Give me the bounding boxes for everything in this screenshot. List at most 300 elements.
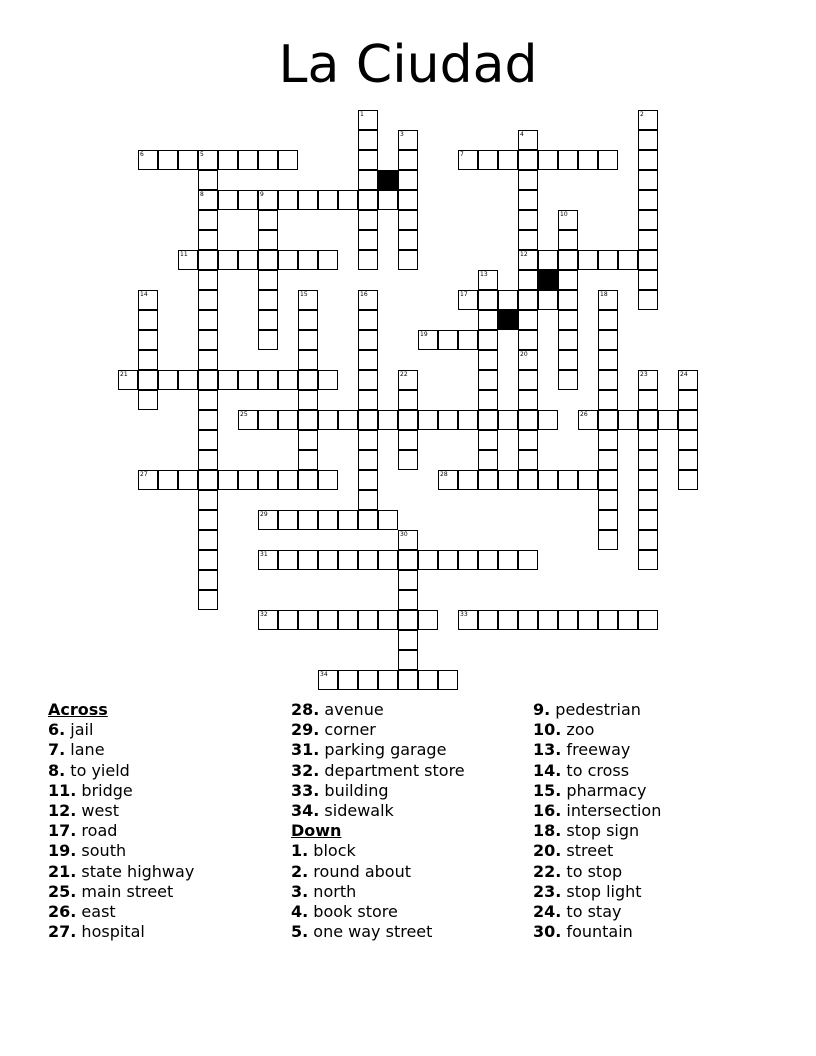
grid-cell[interactable] <box>198 230 218 250</box>
grid-cell[interactable] <box>638 470 658 490</box>
grid-cell[interactable] <box>298 190 318 210</box>
grid-cell[interactable] <box>638 250 658 270</box>
grid-cell[interactable] <box>518 130 538 150</box>
grid-cell[interactable] <box>198 390 218 410</box>
grid-cell[interactable] <box>598 250 618 270</box>
clue-number: 8 <box>200 191 204 198</box>
grid-cell[interactable] <box>558 610 578 630</box>
grid-cell[interactable] <box>478 450 498 470</box>
grid-cell[interactable] <box>638 530 658 550</box>
grid-cell[interactable] <box>198 330 218 350</box>
grid-cell[interactable] <box>518 610 538 630</box>
grid-cell[interactable] <box>298 510 318 530</box>
grid-cell[interactable] <box>638 290 658 310</box>
grid-cell[interactable] <box>478 430 498 450</box>
clue-item <box>48 841 194 861</box>
clue-number: 27 <box>140 471 148 478</box>
grid-cell[interactable] <box>358 130 378 150</box>
grid-cell[interactable] <box>518 370 538 390</box>
grid-cell[interactable] <box>398 190 418 210</box>
grid-cell[interactable] <box>318 190 338 210</box>
grid-cell[interactable] <box>598 150 618 170</box>
grid-cell[interactable] <box>398 410 418 430</box>
grid-cell[interactable] <box>598 330 618 350</box>
grid-cell[interactable] <box>458 290 478 310</box>
grid-cell[interactable] <box>298 410 318 430</box>
grid-cell[interactable] <box>638 430 658 450</box>
grid-cell[interactable] <box>358 250 378 270</box>
grid-cell[interactable] <box>318 510 338 530</box>
clue-number-label: 9. <box>533 700 551 719</box>
grid-cell[interactable] <box>158 370 178 390</box>
grid-cell[interactable] <box>538 150 558 170</box>
clue-number: 18 <box>600 291 608 298</box>
grid-cell[interactable] <box>378 190 398 210</box>
grid-cell[interactable] <box>498 470 518 490</box>
grid-cell[interactable] <box>298 310 318 330</box>
grid-cell[interactable] <box>198 550 218 570</box>
grid-cell[interactable] <box>358 510 378 530</box>
grid-cell[interactable] <box>518 290 538 310</box>
grid-cell[interactable] <box>158 470 178 490</box>
clue-number-label: 10. <box>533 720 562 740</box>
grid-cell[interactable] <box>278 150 298 170</box>
grid-cell[interactable] <box>258 330 278 350</box>
grid-cell[interactable] <box>678 430 698 450</box>
grid-cell[interactable] <box>518 470 538 490</box>
grid-cell[interactable] <box>518 390 538 410</box>
grid-cell[interactable] <box>258 270 278 290</box>
grid-cell[interactable] <box>598 490 618 510</box>
grid-cell[interactable] <box>438 550 458 570</box>
grid-cell[interactable] <box>618 250 638 270</box>
grid-cell[interactable] <box>298 370 318 390</box>
grid-cell[interactable] <box>218 150 238 170</box>
grid-cell[interactable] <box>678 370 698 390</box>
grid-cell[interactable] <box>298 450 318 470</box>
grid-cell[interactable] <box>398 430 418 450</box>
clue-text: round about <box>308 861 412 881</box>
grid-cell[interactable] <box>258 370 278 390</box>
grid-cell[interactable] <box>518 450 538 470</box>
grid-cell[interactable] <box>678 410 698 430</box>
grid-cell[interactable] <box>518 170 538 190</box>
grid-cell[interactable] <box>358 470 378 490</box>
grid-cell[interactable] <box>438 410 458 430</box>
grid-cell[interactable] <box>478 370 498 390</box>
grid-cell[interactable] <box>498 410 518 430</box>
grid-cell[interactable] <box>258 190 278 210</box>
grid-cell[interactable] <box>638 230 658 250</box>
grid-cell[interactable] <box>138 350 158 370</box>
grid-cell[interactable] <box>658 410 678 430</box>
grid-cell[interactable] <box>198 290 218 310</box>
grid-cell[interactable] <box>138 470 158 490</box>
grid-cell[interactable] <box>258 410 278 430</box>
grid-cell[interactable] <box>298 610 318 630</box>
grid-cell[interactable] <box>578 250 598 270</box>
grid-cell[interactable] <box>198 190 218 210</box>
grid-cell[interactable] <box>398 450 418 470</box>
grid-cell[interactable] <box>358 390 378 410</box>
grid-cell[interactable] <box>518 250 538 270</box>
grid-cell[interactable] <box>398 150 418 170</box>
grid-cell[interactable] <box>398 650 418 670</box>
grid-cell[interactable] <box>358 110 378 130</box>
grid-cell[interactable] <box>198 350 218 370</box>
grid-cell[interactable] <box>318 670 338 690</box>
grid-cell[interactable] <box>198 250 218 270</box>
clue-number: 34 <box>320 671 328 678</box>
grid-cell[interactable] <box>238 190 258 210</box>
grid-cell[interactable] <box>478 610 498 630</box>
grid-cell[interactable] <box>138 150 158 170</box>
grid-cell[interactable] <box>358 450 378 470</box>
grid-cell[interactable] <box>478 390 498 410</box>
clue-text: state highway <box>76 861 195 881</box>
grid-cell[interactable] <box>558 350 578 370</box>
grid-cell[interactable] <box>578 610 598 630</box>
grid-cell[interactable] <box>378 510 398 530</box>
grid-cell[interactable] <box>458 550 478 570</box>
grid-cell[interactable] <box>398 170 418 190</box>
grid-cell[interactable] <box>258 210 278 230</box>
grid-cell[interactable] <box>338 510 358 530</box>
grid-cell[interactable] <box>198 570 218 590</box>
grid-cell[interactable] <box>198 310 218 330</box>
grid-cell[interactable] <box>338 550 358 570</box>
grid-cell[interactable] <box>358 350 378 370</box>
grid-cell[interactable] <box>518 270 538 290</box>
grid-cell[interactable] <box>278 550 298 570</box>
grid-cell[interactable] <box>518 410 538 430</box>
grid-cell[interactable] <box>178 470 198 490</box>
grid-cell[interactable] <box>538 410 558 430</box>
grid-cell[interactable] <box>258 550 278 570</box>
grid-cell[interactable] <box>638 270 658 290</box>
grid-cell[interactable] <box>638 490 658 510</box>
grid-cell[interactable] <box>278 250 298 270</box>
grid-cell[interactable] <box>618 610 638 630</box>
grid-cell[interactable] <box>598 310 618 330</box>
grid-cell[interactable] <box>398 570 418 590</box>
grid-cell[interactable] <box>138 390 158 410</box>
grid-cell[interactable] <box>398 210 418 230</box>
grid-cell[interactable] <box>338 670 358 690</box>
grid-cell[interactable] <box>638 170 658 190</box>
grid-cell[interactable] <box>538 250 558 270</box>
grid-cell[interactable] <box>558 250 578 270</box>
clue-item <box>533 862 661 882</box>
grid-cell[interactable] <box>638 150 658 170</box>
grid-cell[interactable] <box>278 470 298 490</box>
clue-number-label: 33. <box>291 780 320 800</box>
grid-cell[interactable] <box>198 430 218 450</box>
grid-cell[interactable] <box>518 430 538 450</box>
grid-cell[interactable] <box>378 410 398 430</box>
grid-cell[interactable] <box>478 310 498 330</box>
grid-cell[interactable] <box>418 610 438 630</box>
grid-cell[interactable] <box>358 370 378 390</box>
grid-cell[interactable] <box>198 490 218 510</box>
grid-cell[interactable] <box>138 370 158 390</box>
grid-cell[interactable] <box>518 330 538 350</box>
grid-cell[interactable] <box>598 390 618 410</box>
grid-cell[interactable] <box>138 310 158 330</box>
grid-cell[interactable] <box>598 430 618 450</box>
grid-cell[interactable] <box>638 450 658 470</box>
grid-cell[interactable] <box>238 250 258 270</box>
grid-cell[interactable] <box>258 510 278 530</box>
grid-cell[interactable] <box>438 670 458 690</box>
grid-cell[interactable] <box>638 370 658 390</box>
grid-cell[interactable] <box>378 550 398 570</box>
grid-cell[interactable] <box>138 290 158 310</box>
grid-cell[interactable] <box>358 430 378 450</box>
grid-cell[interactable] <box>318 370 338 390</box>
grid-cell[interactable] <box>298 550 318 570</box>
grid-cell[interactable] <box>578 150 598 170</box>
grid-cell[interactable] <box>598 350 618 370</box>
grid-cell[interactable] <box>498 610 518 630</box>
grid-cell[interactable] <box>418 550 438 570</box>
grid-cell[interactable] <box>358 490 378 510</box>
grid-cell[interactable] <box>318 250 338 270</box>
grid-cell[interactable] <box>678 470 698 490</box>
grid-cell[interactable] <box>298 350 318 370</box>
grid-cell[interactable] <box>538 470 558 490</box>
clue-number: 23 <box>640 371 648 378</box>
grid-cell[interactable] <box>478 330 498 350</box>
grid-cell[interactable] <box>218 190 238 210</box>
grid-cell[interactable] <box>518 210 538 230</box>
grid-cell[interactable] <box>298 390 318 410</box>
grid-cell[interactable] <box>258 150 278 170</box>
grid-cell[interactable] <box>598 510 618 530</box>
grid-cell[interactable] <box>558 270 578 290</box>
grid-cell[interactable] <box>378 610 398 630</box>
grid-cell[interactable] <box>298 250 318 270</box>
grid-cell[interactable] <box>398 130 418 150</box>
grid-cell[interactable] <box>478 290 498 310</box>
grid-cell[interactable] <box>598 370 618 390</box>
grid-cell[interactable] <box>438 470 458 490</box>
grid-cell[interactable] <box>478 150 498 170</box>
grid-cell[interactable] <box>318 470 338 490</box>
grid-cell[interactable] <box>198 270 218 290</box>
grid-cell[interactable] <box>218 470 238 490</box>
grid-cell[interactable] <box>258 250 278 270</box>
grid-cell[interactable] <box>198 470 218 490</box>
grid-cell[interactable] <box>358 410 378 430</box>
grid-cell[interactable] <box>478 470 498 490</box>
grid-cell[interactable] <box>318 610 338 630</box>
grid-cell[interactable] <box>238 470 258 490</box>
grid-cell[interactable] <box>358 310 378 330</box>
grid-cell[interactable] <box>498 550 518 570</box>
grid-cell[interactable] <box>178 150 198 170</box>
grid-cell[interactable] <box>258 310 278 330</box>
grid-cell[interactable] <box>518 230 538 250</box>
grid-cell[interactable] <box>558 290 578 310</box>
grid-cell[interactable] <box>558 310 578 330</box>
grid-cell[interactable] <box>458 470 478 490</box>
grid-cell[interactable] <box>198 450 218 470</box>
grid-cell[interactable] <box>298 430 318 450</box>
grid-cell[interactable] <box>638 130 658 150</box>
clue-number: 20 <box>520 351 528 358</box>
grid-cell[interactable] <box>558 470 578 490</box>
grid-cell[interactable] <box>358 290 378 310</box>
grid-cell[interactable] <box>638 390 658 410</box>
clue-text: building <box>319 780 389 800</box>
grid-cell[interactable] <box>418 670 438 690</box>
grid-cell[interactable] <box>458 410 478 430</box>
grid-cell[interactable] <box>498 150 518 170</box>
grid-cell[interactable] <box>238 370 258 390</box>
clue-number-label: 24. <box>533 901 562 921</box>
grid-cell[interactable] <box>638 550 658 570</box>
grid-cell[interactable] <box>218 370 238 390</box>
grid-cell[interactable] <box>638 210 658 230</box>
grid-cell[interactable] <box>358 210 378 230</box>
grid-cell[interactable] <box>198 370 218 390</box>
grid-cell[interactable] <box>358 330 378 350</box>
grid-cell[interactable] <box>598 290 618 310</box>
grid-cell[interactable] <box>398 370 418 390</box>
grid-cell[interactable] <box>578 470 598 490</box>
grid-cell[interactable] <box>558 370 578 390</box>
grid-cell[interactable] <box>378 670 398 690</box>
grid-cell[interactable] <box>498 290 518 310</box>
grid-cell[interactable] <box>398 230 418 250</box>
grid-cell[interactable] <box>358 670 378 690</box>
grid-cell[interactable] <box>258 470 278 490</box>
grid-cell[interactable] <box>638 190 658 210</box>
grid-cell[interactable] <box>398 630 418 650</box>
grid-cell[interactable] <box>478 410 498 430</box>
grid-cell[interactable] <box>198 210 218 230</box>
grid-cell[interactable] <box>638 110 658 130</box>
grid-cell[interactable] <box>218 250 238 270</box>
grid-cell[interactable] <box>598 530 618 550</box>
grid-cell[interactable] <box>478 550 498 570</box>
grid-cell[interactable] <box>398 250 418 270</box>
grid-cell[interactable] <box>678 390 698 410</box>
grid-cell[interactable] <box>358 550 378 570</box>
grid-cell[interactable] <box>278 510 298 530</box>
grid-cell[interactable] <box>338 410 358 430</box>
grid-cell[interactable] <box>358 230 378 250</box>
grid-cell[interactable] <box>458 610 478 630</box>
grid-cell[interactable] <box>298 470 318 490</box>
grid-cell[interactable] <box>478 270 498 290</box>
grid-cell[interactable] <box>458 330 478 350</box>
grid-cell[interactable] <box>518 310 538 330</box>
grid-cell[interactable] <box>538 290 558 310</box>
grid-cell[interactable] <box>598 470 618 490</box>
grid-cell[interactable] <box>398 550 418 570</box>
grid-cell[interactable] <box>178 250 198 270</box>
grid-cell[interactable] <box>558 210 578 230</box>
grid-cell[interactable] <box>438 330 458 350</box>
grid-cell[interactable] <box>158 150 178 170</box>
grid-cell[interactable] <box>138 330 158 350</box>
grid-cell[interactable] <box>638 410 658 430</box>
grid-cell[interactable] <box>278 410 298 430</box>
grid-cell[interactable] <box>538 610 558 630</box>
grid-cell[interactable] <box>118 370 138 390</box>
clue-text: lane <box>65 740 105 760</box>
clue-number-label: 17. <box>48 821 77 841</box>
grid-cell[interactable] <box>558 230 578 250</box>
grid-cell[interactable] <box>198 590 218 610</box>
grid-cell[interactable] <box>638 610 658 630</box>
grid-cell[interactable] <box>198 510 218 530</box>
grid-cell[interactable] <box>258 230 278 250</box>
clue-text: main street <box>76 881 174 901</box>
grid-cell[interactable] <box>558 330 578 350</box>
grid-cell[interactable] <box>318 410 338 430</box>
grid-cell[interactable] <box>338 190 358 210</box>
grid-cell[interactable] <box>458 150 478 170</box>
grid-cell[interactable] <box>558 150 578 170</box>
grid-cell[interactable] <box>358 170 378 190</box>
grid-cell[interactable] <box>358 150 378 170</box>
grid-cell[interactable] <box>518 150 538 170</box>
grid-cell[interactable] <box>358 190 378 210</box>
grid-cell[interactable] <box>598 610 618 630</box>
grid-cell[interactable] <box>598 450 618 470</box>
grid-cell[interactable] <box>518 350 538 370</box>
grid-cell[interactable] <box>238 150 258 170</box>
grid-cell[interactable] <box>298 330 318 350</box>
grid-cell[interactable] <box>398 610 418 630</box>
grid-cell[interactable] <box>398 530 418 550</box>
grid-cell[interactable] <box>598 410 618 430</box>
grid-cell[interactable] <box>258 610 278 630</box>
grid-cell[interactable] <box>678 450 698 470</box>
grid-cell[interactable] <box>278 370 298 390</box>
grid-cell[interactable] <box>198 170 218 190</box>
clue-number-label: 6. <box>48 720 66 740</box>
grid-cell[interactable] <box>298 290 318 310</box>
grid-cell[interactable] <box>278 190 298 210</box>
grid-cell[interactable] <box>418 330 438 350</box>
grid-cell[interactable] <box>618 410 638 430</box>
grid-cell[interactable] <box>478 350 498 370</box>
grid-cell[interactable] <box>318 550 338 570</box>
grid-cell[interactable] <box>198 150 218 170</box>
grid-cell[interactable] <box>638 510 658 530</box>
grid-cell[interactable] <box>518 190 538 210</box>
grid-cell[interactable] <box>578 410 598 430</box>
grid-cell[interactable] <box>198 530 218 550</box>
grid-cell[interactable] <box>398 670 418 690</box>
grid-cell[interactable] <box>238 410 258 430</box>
grid-cell[interactable] <box>338 610 358 630</box>
grid-cell[interactable] <box>398 390 418 410</box>
grid-cell[interactable] <box>198 410 218 430</box>
grid-cell[interactable] <box>518 550 538 570</box>
grid-cell[interactable] <box>398 590 418 610</box>
grid-cell[interactable] <box>178 370 198 390</box>
grid-cell[interactable] <box>278 610 298 630</box>
clue-item <box>291 841 465 861</box>
grid-cell[interactable] <box>418 410 438 430</box>
grid-cell[interactable] <box>358 610 378 630</box>
grid-cell[interactable] <box>258 290 278 310</box>
